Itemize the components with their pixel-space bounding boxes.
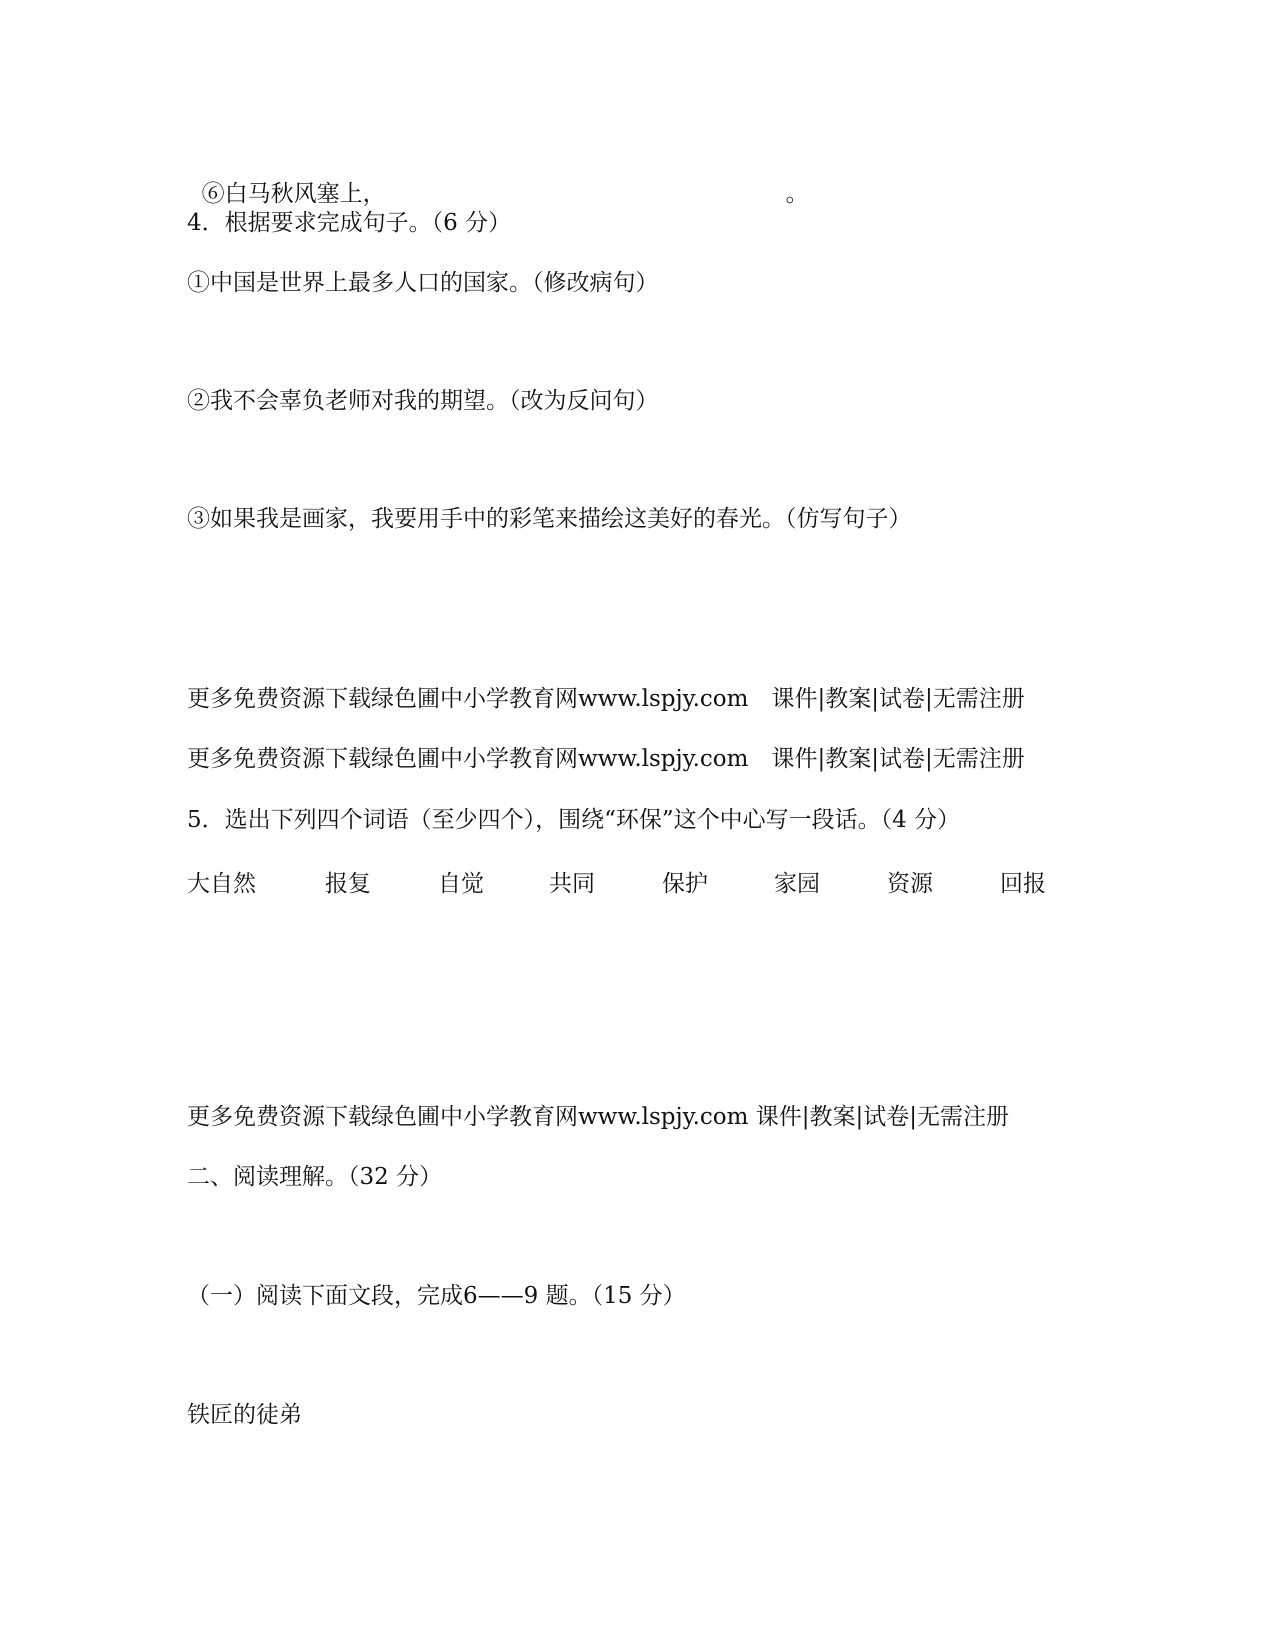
q4-item3: ③如果我是画家，我要用手中的彩笔来描绘这美好的春光。（仿写句子）: [187, 506, 912, 532]
ad-line-3: 更多免费资源下载绿色圃中小学教育网www.lspjy.com 课件|教案|试卷|无需注册: [187, 1104, 1010, 1130]
q5-word: 回报: [1000, 871, 1046, 897]
q5-word: 报复: [325, 871, 371, 897]
q3-item6-prefix: ⑥白马秋风塞上，: [201, 181, 386, 207]
q3-item6-suffix: 。: [785, 181, 809, 207]
q5-word: 保护: [662, 871, 708, 897]
q5-word: 大自然: [187, 871, 256, 897]
q4-item2: ②我不会辜负老师对我的期望。（改为反问句）: [187, 388, 659, 414]
q4-heading: 4．根据要求完成句子。（6 分）: [187, 210, 512, 236]
q5-word: 资源: [887, 871, 933, 897]
ad-line-2: 更多免费资源下载绿色圃中小学教育网www.lspjy.com 课件|教案|试卷|无需注册: [187, 746, 1025, 772]
q3-item6: [187, 149, 809, 209]
section2-heading: 二、阅读理解。（32 分）: [187, 1164, 443, 1190]
passage-title: 铁匠的徒弟: [187, 1402, 302, 1428]
part1-heading: （一）阅读下面文段，完成6——9 题。（15 分）: [187, 1283, 686, 1309]
q5-heading: 5．选出下列四个词语（至少四个），围绕“环保”这个中心写一段话。（4 分）: [187, 807, 961, 833]
q5-word: 共同: [549, 871, 595, 897]
q4-item1: ①中国是世界上最多人口的国家。（修改病句）: [187, 270, 659, 296]
q5-word: 家园: [774, 871, 820, 897]
ad-line-1: 更多免费资源下载绿色圃中小学教育网www.lspjy.com 课件|教案|试卷|无需注册: [187, 686, 1025, 712]
q5-word: 自觉: [438, 871, 484, 897]
